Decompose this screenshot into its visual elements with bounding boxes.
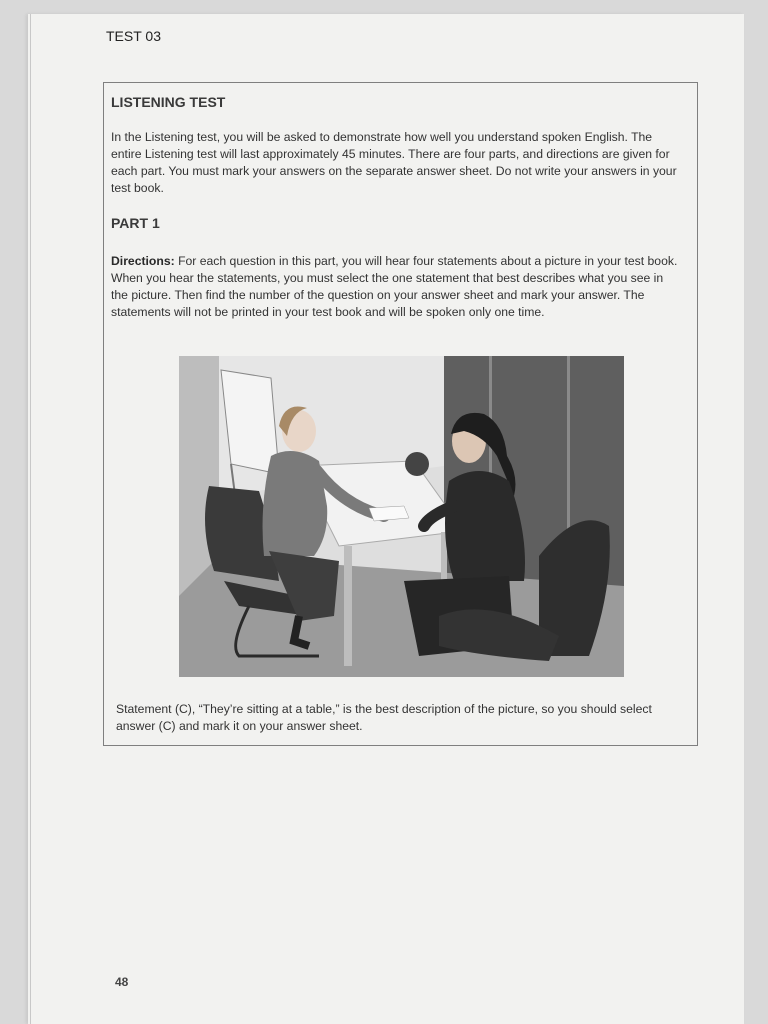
example-statement: Statement (C), “They’re sitting at a table,” is the best description of the picture, so you should select answer (C) and mark it on your answer sheet. xyxy=(116,702,652,733)
listening-test-heading: LISTENING TEST xyxy=(111,94,226,110)
part-1-heading: PART 1 xyxy=(111,215,160,231)
page-edge xyxy=(30,14,31,1024)
listening-intro-paragraph: In the Listening test, you will be asked to demonstrate how well you understand spoken English. The entire Listening test will last approximately 45 minutes. There are four parts, and directions are given for each part. You must mark your answers on the separate answer sheet. Do not write your answers in your test book. xyxy=(111,130,677,195)
page-number: 48 xyxy=(115,975,129,989)
directions-label: Directions: xyxy=(111,254,175,268)
meeting-photo-illustration xyxy=(179,356,624,677)
test-label: TEST 03 xyxy=(106,28,161,44)
part-1-directions xyxy=(111,253,681,321)
directions-text: For each question in this part, you will hear four statements about a picture in your test book. When you hear the statements, you must select the one statement that best describes what you see in the picture. Then find the number of the question on your answer sheet and mark your answer. The statements will not be printed in your test book and will be spoken only one time. xyxy=(111,254,678,319)
example-photo xyxy=(179,356,624,677)
